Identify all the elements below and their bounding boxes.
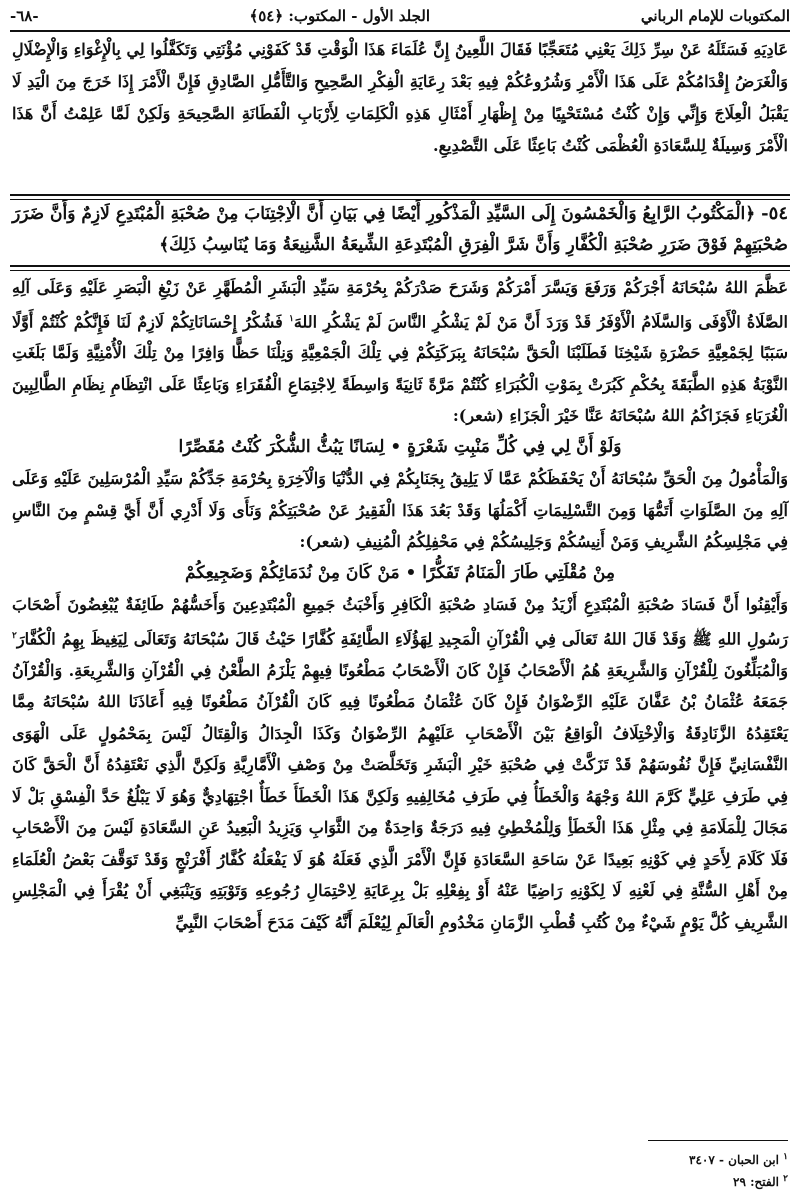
paragraph-second <box>12 463 788 558</box>
letter-body <box>12 272 788 938</box>
page-number: -٦٨- <box>10 7 39 25</box>
volume-letter-label: الجلد الأول - المكتوب: ﴿٥٤﴾ <box>249 7 431 25</box>
paragraph-text: عَظَّمَ اللهُ سُبْحَانَهُ أَجْرَكُمْ وَرَفَعَ وَيَسَّرَ أَمْرَكُمْ وَشَرَحَ صَدْرَكُمْ بِحُرْمَةِ سَيِّدِ الْبَشَرِ الْمُطَهَّرِ عَنْ زَيْغِ الْبَصَرِ عَلَيْهِ وَعَلَى آلِهِ الصَّلَاةُ الْأَوْفَى وَالسَّلَامُ الْأَوْفَرُ قَدْ وَرَدَ أَنَّ مَنْ لَمْ يَشْكُرِ النَّاسَ لَمْ يَشْكُرِ اللهَ <box>12 278 788 331</box>
poem-label: (شعر): <box>452 406 504 426</box>
footnote-marker: ٢ <box>12 630 17 641</box>
footnote <box>488 1170 788 1192</box>
letter-title: ﴿الْمَكْتُوبُ الرَّابِعُ وَالْخَمْسُونَ إِلَى السَّيِّدِ الْمَذْكُورِ أَيْضًا فِي بَيَانِ أَنَّ الْاِجْتِنَابَ مِنْ صُحْبَةِ الْمُبْتَدِعِ لَازِمٌ وَأَنَّ ضَرَرَ صُحْبَتِهِمْ فَوْقَ ضَرَرِ صُحْبَةِ الْكُفَّارِ وَأَنَّ شَرَّ الْفِرَقِ الْمُبْتَدِعَةِ الشِّيعَةُ الشَّنِيعَةُ وَمَا يُنَاسِبُ ذَلِكَ﴾ <box>12 204 788 255</box>
footnote-marker: ١ <box>289 313 294 324</box>
running-header <box>10 4 790 28</box>
book-title: المكتوبات للإمام الرباني <box>640 7 790 25</box>
poem-label: (شعر): <box>299 532 351 552</box>
letter-number: ٥٤- <box>761 203 788 224</box>
footnote-rule <box>648 1140 788 1141</box>
footnote-number: ١ <box>783 1152 788 1162</box>
paragraph-text: وَالْمُبَلِّغُونَ لِلْقُرْآنِ وَالشَّرِيعَةِ هُمُ الْأَصْحَابُ فَإِنْ كَانَ الْأَصْحَابُ مَطْعُونًا فِيهِمْ يَلْزَمُ الطَّعْنُ فِي الْقُرْآنِ وَالشَّرِيعَةِ. وَالْقُرْآنُ جَمَعَهُ عُثْمَانُ بْنُ عَفَّانَ عَلَيْهِ الرِّضْوَانُ فَإِنْ كَانَ عُثْمَانُ مَطْعُونًا فِيهِ كَانَ الْقُرْآنُ مَطْعُونًا فِيهِ أَعَاذَنَا اللهُ سُبْحَانَهُ مِمَّا يَعْتَقِدُهُ الزَّنَادِقَةُ وَالْاِخْتِلَافُ الْوَاقِعُ بَيْنَ الْأَصْحَابِ عَلَيْهِمُ الرِّضْوَانُ وَكَذَا الْجِدَالُ وَالْقِتَالُ لَيْسَ بِمَحْمُولٍ عَلَى الْهَوَى النَّفْسَانِيِّ فَإِنَّ نُفُوسَهُمْ قَدْ تَزَكَّتْ فِي صُحْبَةِ خَيْرِ الْبَشَرِ وَتَخَلَّصَتْ مِنْ وَصْفِ الْأَمَّارِيَّةِ وَلَكِنَّ الَّذِي نَعْتَقِدُهُ أَنَّ الْحَقَّ كَانَ فِي طَرَفِ عَلِيٍّ كَرَّمَ اللهُ وَجْهَهُ وَالْخَطَأُ فِي طَرَفِ مُخَالِفِيهِ وَلَكِنَّ هَذَا الْخَطَأَ خَطَأٌ اجْتِهَادِيٌّ وَهُوَ لَا يَبْلُغُ حَدَّ الْفِسْقِ بَلْ لَا مَجَالَ لِلْمَلَامَةِ فِي مِثْلِ هَذَا الْخَطَأِ وَلِلْمُخْطِئِ فِيهِ دَرَجَةٌ وَاحِدَةٌ مِنَ الثَّوَابِ وَيَزِيدُ الْبَعِيدُ عَنِ السَّعَادَةِ لَيْسَ مِنَ الْأَصْحَابِ فَلَا كَلَامَ لِأَحَدٍ فِي كَوْنِهِ بَعِيدًا عَنْ سَاحَةِ السَّعَادَةِ فَإِنَّ الْأَمْرَ الَّذِي فَعَلَهُ هُوَ لَا يَفْعَلُهُ كُفَّارُ أَفْرَنْجٍ وَقَدْ تَوَقَّفَ بَعْضُ الْعُلَمَاءِ مِنْ أَهْلِ السُّنَّةِ فِي لَعْنِهِ لَا لِكَوْنِهِ رَاضِيًا عَنْهُ أَوْ بِفِعْلِهِ بَلْ بِرِعَايَةِ لِاحْتِمَالِ رُجُوعِهِ وَتَوْبَتِهِ وَيَنْبَغِي أَنْ يُقْرَأَ فِي الْمَجْلِسِ الشَّرِيفِ كُلَّ يَوْمٍ شَيْءٌ مِنْ كُتُبِ قُطْبِ الزَّمَانِ مَخْدُومِ الْعَالَمِ لِيُعْلَمَ أَنَّهُ كَيْفَ مَدَحَ أَصْحَابَ النَّبِيِّ <box>12 660 789 932</box>
paragraph-text: فَشُكْرُ إِحْسَانَاتِكُمْ لَازِمٌ لَنَا فَإِنَّكُمْ كُنْتُمْ أَوَّلًا سَبَبًا لِجَمْعِيَّةِ حَضْرَةِ شَيْخِنَا فَطَلَبْنَا الْحَقَّ سُبْحَانَهُ بِبَرَكَتِكُمْ فِي تِلْكَ الْجَمْعِيَّةِ وَنِلْنَا حَظًّا وَافِرًا مِنْ تِلْكَ الْأُمْنِيَّةِ وَلَمَّا بَلَغَتِ النَّوْبَةُ هَذِهِ الطَّبَقَةَ بِحُكْمِ كَبُرَتْ بِمَوْتِ الْكُبَرَاءِ كُنْتُمْ مَرَّةً ثَانِيَةً وَاسِطَةً لِاجْتِمَاعِ الْفُقَرَاءِ وَبَاعِثًا عَلَى انْتِظَامِ نِظَامِ الطَّالِبِينَ الْغُرَبَاءِ فَجَزَاكُمُ اللهُ سُبْحَانَهُ عَنَّا خَيْرَ الْجَزَاءِ <box>12 311 788 426</box>
letter-heading <box>12 198 788 261</box>
paragraph-text: وَأَيْقِنُوا أَنَّ فَسَادَ صُحْبَةِ الْمُبْتَدِعِ أَزْيَدُ مِنْ فَسَادِ صُحْبَةِ الْكَافِرِ وَأَخْبَثُ جَمِيعِ الْمُبْتَدِعِينَ وَأَخَسُّهُمْ طَائِفَةٌ يُبْغِضُونَ أَصْحَابَ رَسُولِ اللهِ ﷺ وَقَدْ قَالَ اللهُ تَعَالَى فِي الْقُرْآنِ الْمَجِيدِ لِهَؤُلَاءِ الطَّائِفَةِ كُفَّارًا حَيْثُ قَالَ سُبْحَانَهُ وَتَعَالَى لِيَغِيظَ بِهِمُ الْكُفَّارَ <box>12 595 788 649</box>
verse-line: وَلَوْ أَنَّ لِي فِي كُلِّ مَنْبِتِ شَعْرَةٍ • لِسَانًا يَبُثُّ الشُّكْرَ كُنْتُ مُقَصِّرًا <box>178 436 622 457</box>
footnotes <box>488 1148 788 1192</box>
footnote <box>488 1148 788 1170</box>
section-divider-bottom <box>10 265 790 271</box>
paragraph: عَادِيَهِ فَسَئَلَهُ عَنْ سِرِّ ذَلِكَ يَعْنِي مُتَعَجِّبًا فَقَالَ اللَّعِينُ إِنَّ عُلَمَاءَ هَذَا الْوَقْتِ قَدْ كَفَوْنِي مُؤْنَتِي وَتَكَفَّلُوا لِي بِالْإِغْوَاءِ وَالْإِضْلَالِ وَالْغَرَضُ إِقْدَامُكُمْ عَلَى هَذَا الْأَمْرِ وَشُرُوعُكُمْ فِيهِ بَعْدَ رِعَايَةِ الْفِكْرِ الصَّحِيحِ وَالتَّأَمُّلِ الصَّادِقِ فَإِنَّ الْأَمْرَ إِذَا خَرَجَ مِنَ الْيَدِ لَا يَقْبَلُ الْعِلَاجَ وَإِنِّي وَإِنْ كُنْتُ مُسْتَحْيِيًا مِنْ إِظْهَارِ أَمْثَالِ هَذِهِ الْكَلِمَاتِ لِأَرْبَابِ الْفَطَانَةِ الصَّحِيحَةِ وَلَكِنْ لَمَّا عَلِمْتُ أَنَّ هَذَا الْأَمْرَ وَسِيلَةٌ لِلسَّعَادَةِ الْعُظْمَى كُنْتُ بَاعِثًا عَلَى التَّصْدِيعِ. <box>12 40 788 155</box>
footnote-text: الفتح: ٢٩ <box>733 1175 779 1189</box>
previous-letter-ending <box>12 34 788 162</box>
paragraph-third <box>12 589 788 938</box>
paragraph-opening <box>12 272 788 432</box>
footnote-text: ابن الحبان - ٣٤٠٧ <box>689 1153 779 1167</box>
verse-line: مِنْ مُقْلَتِي طَارَ الْمَنَامُ تَفَكُّرًا • مَنْ كَانَ مِنْ نُدَمَائِكُمْ وَضَجِيعِكُمْ <box>185 562 615 583</box>
paragraph-text: وَالْمَأْمُولُ مِنَ الْحَقِّ سُبْحَانَهُ أَنْ يَحْفَظَكُمْ عَمَّا لَا يَلِيقُ بِجَنَابِكُمْ فِي الدُّنْيَا وَالْآخِرَةِ بِحُرْمَةِ جَدِّكُمْ سَيِّدِ الْمُرْسَلِينَ عَلَيْهِ وَعَلَى آلِهِ مِنَ الصَّلَوَاتِ أَتَمُّهَا وَمِنَ التَّسْلِيمَاتِ أَكْمَلُهَا وَقَدْ بَعُدَ هَذَا الْفَقِيرُ عَنْ صُحْبَتِكُمْ وَنَأَى وَلَا أَدْرِي أَنَّ أَيَّ قِسْمٍ مِنَ النَّاسِ فِي مَجْلِسِكُمُ الشَّرِيفِ وَمَنْ أَنِيسُكُمْ وَجَلِيسُكُمْ فِي مَحْفِلِكُمُ الْمُنِيفِ <box>12 469 788 552</box>
footnote-number: ٢ <box>783 1174 788 1184</box>
header-rule <box>10 30 790 32</box>
